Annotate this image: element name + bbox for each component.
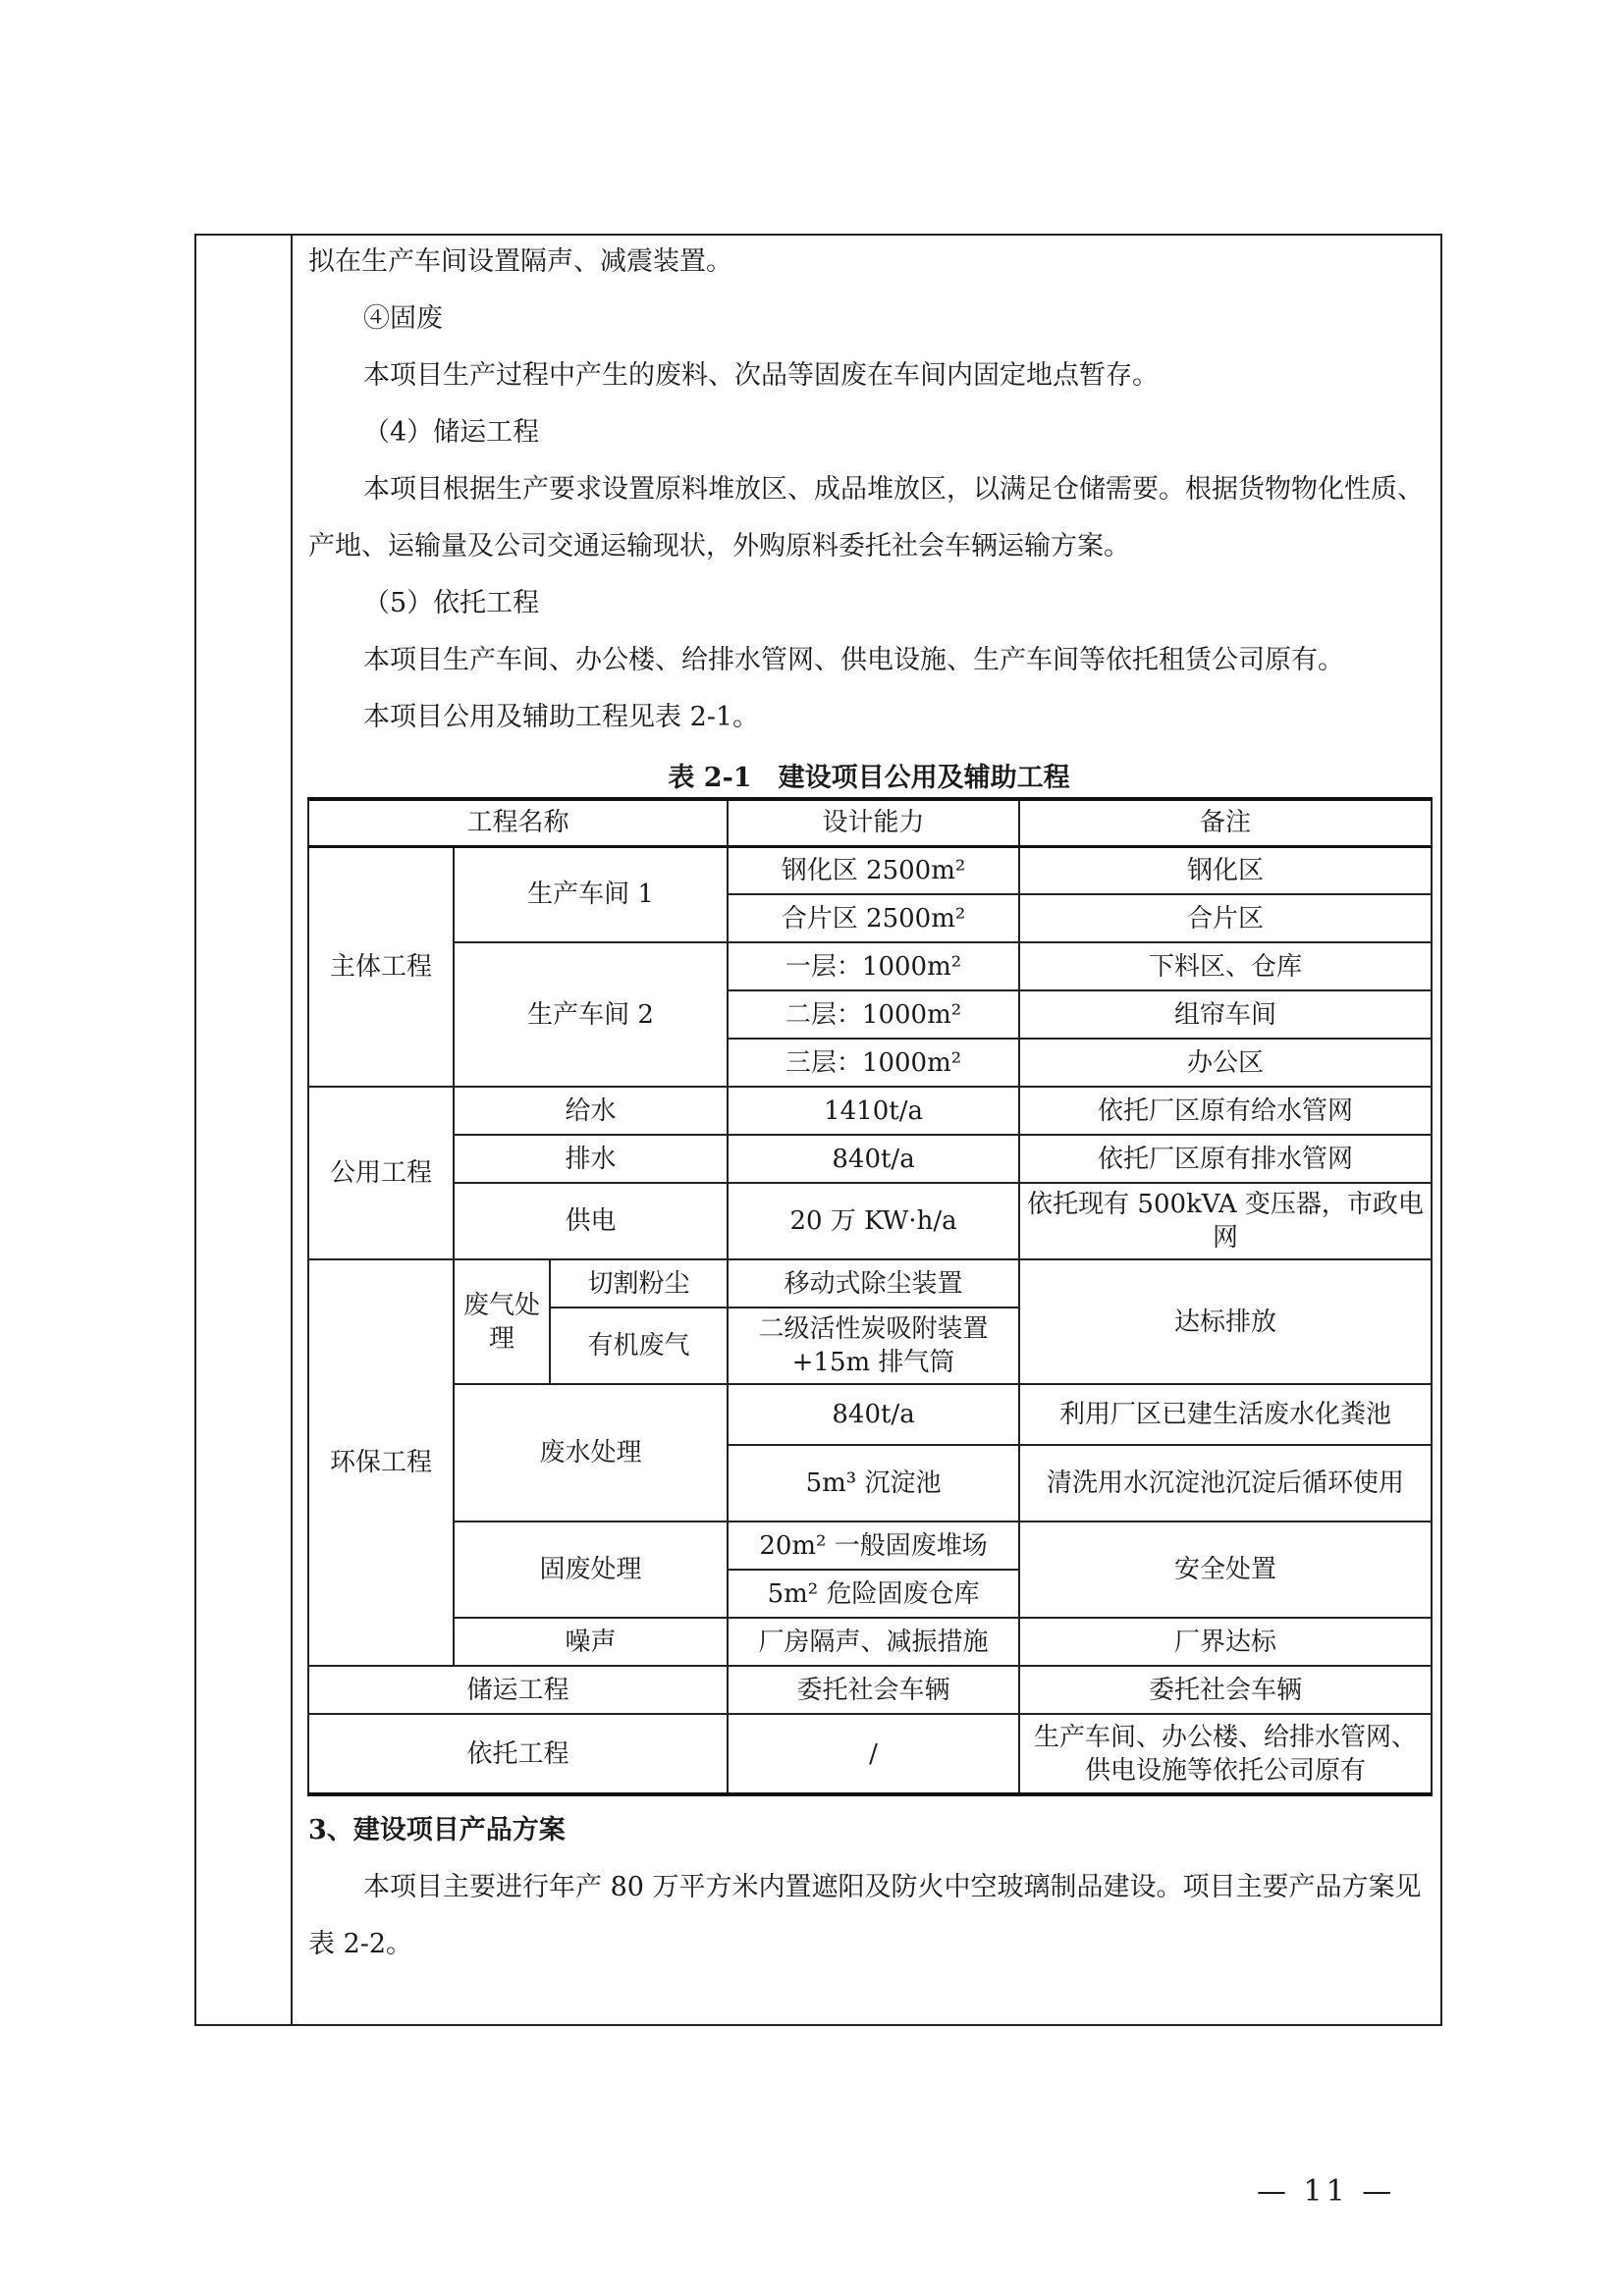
table-cell: 5m³ 沉淀池 bbox=[728, 1445, 1019, 1522]
table-cell: 排水 bbox=[454, 1135, 728, 1183]
group-cell: 公用工程 bbox=[308, 1087, 454, 1259]
paragraph: 本项目生产过程中产生的废料、次品等固废在车间内固定地点暂存。 bbox=[363, 360, 1159, 391]
table-cell: 切割粉尘 bbox=[550, 1259, 728, 1308]
table-cell: 840t/a bbox=[728, 1135, 1019, 1183]
table-cell: 组帘车间 bbox=[1019, 990, 1432, 1039]
table-cell: 一层：1000m² bbox=[728, 942, 1019, 990]
table-cell: 依托工程 bbox=[308, 1714, 728, 1794]
column-divider bbox=[291, 234, 293, 2026]
subheading-solid-waste: ④固废 bbox=[363, 303, 443, 334]
engineering-table bbox=[307, 797, 1433, 1796]
table-row bbox=[308, 942, 1432, 990]
table-cell: 钢化区 bbox=[1019, 846, 1432, 894]
table-row bbox=[308, 1714, 1432, 1794]
table-caption: 表 2-1 建设项目公用及辅助工程 bbox=[668, 763, 1070, 793]
table-row bbox=[308, 1135, 1432, 1183]
lower-text bbox=[308, 1802, 1430, 1973]
upper-text bbox=[308, 234, 1430, 746]
table-cell: 20 万 KW·h/a bbox=[728, 1183, 1019, 1259]
table-cell: 给水 bbox=[454, 1087, 728, 1135]
paragraph: 本项目主要进行年产 80 万平方米内置遮阳及防火中空玻璃制品建设。项目主要产品方案见表 2-2。 bbox=[308, 1872, 1422, 1959]
subheading-reliance: （5）依托工程 bbox=[363, 588, 540, 618]
table-cell: 840t/a bbox=[728, 1384, 1019, 1445]
paragraph: 本项目生产车间、办公楼、给排水管网、供电设施、生产车间等依托租赁公司原有。 bbox=[363, 645, 1344, 675]
table-header-row bbox=[308, 799, 1432, 846]
header-cell: 设计能力 bbox=[728, 799, 1019, 846]
table-row bbox=[308, 1183, 1432, 1259]
paragraph: 本项目公用及辅助工程见表 2-1。 bbox=[363, 702, 760, 732]
table-row bbox=[308, 1384, 1432, 1445]
table-cell: 下料区、仓库 bbox=[1019, 942, 1432, 990]
section-heading: 3、建设项目产品方案 bbox=[308, 1815, 566, 1845]
table-cell: 20m² 一般固废堆场 bbox=[728, 1522, 1019, 1570]
header-cell: 备注 bbox=[1019, 799, 1432, 846]
table-row bbox=[308, 1522, 1432, 1570]
sub-cell: 固废处理 bbox=[454, 1522, 728, 1618]
page-number: — 11 — bbox=[1257, 2174, 1396, 2209]
table-cell: 依托厂区原有给水管网 bbox=[1019, 1087, 1432, 1135]
table-cell: 依托厂区原有排水管网 bbox=[1019, 1135, 1432, 1183]
sub-cell: 废水处理 bbox=[454, 1384, 728, 1522]
table-cell: 委托社会车辆 bbox=[1019, 1666, 1432, 1714]
table-cell: 储运工程 bbox=[308, 1666, 728, 1714]
table-cell: 噪声 bbox=[454, 1618, 728, 1666]
table-cell: / bbox=[728, 1714, 1019, 1794]
table-cell: 达标排放 bbox=[1019, 1259, 1432, 1384]
header-cell: 工程名称 bbox=[308, 799, 728, 846]
table-cell: 二层：1000m² bbox=[728, 990, 1019, 1039]
table-cell: 利用厂区已建生活废水化粪池 bbox=[1019, 1384, 1432, 1445]
table-cell: 有机废气 bbox=[550, 1308, 728, 1384]
table-cell: 委托社会车辆 bbox=[728, 1666, 1019, 1714]
table-cell: 办公区 bbox=[1019, 1039, 1432, 1087]
table-cell: 5m² 危险固废仓库 bbox=[728, 1570, 1019, 1618]
group-cell: 主体工程 bbox=[308, 846, 454, 1087]
table-cell: 合片区 2500m² bbox=[728, 894, 1019, 942]
table-cell: 清洗用水沉淀池沉淀后循环使用 bbox=[1019, 1445, 1432, 1522]
table-cell: 1410t/a bbox=[728, 1087, 1019, 1135]
sub-cell: 生产车间 1 bbox=[454, 846, 728, 942]
table-cell: 依托现有 500kVA 变压器，市政电网 bbox=[1019, 1183, 1432, 1259]
group-cell: 环保工程 bbox=[308, 1259, 454, 1666]
table-cell: 二级活性炭吸附装置+15m 排气筒 bbox=[728, 1308, 1019, 1384]
table-cell: 厂界达标 bbox=[1019, 1618, 1432, 1666]
sub-cell: 废气处理 bbox=[454, 1259, 550, 1384]
table-row bbox=[308, 1259, 1432, 1308]
table-cell: 安全处置 bbox=[1019, 1522, 1432, 1618]
paragraph: 拟在生产车间设置隔声、减震装置。 bbox=[308, 246, 732, 277]
sub-cell: 生产车间 2 bbox=[454, 942, 728, 1087]
table-cell: 移动式除尘装置 bbox=[728, 1259, 1019, 1308]
subheading-storage: （4）储运工程 bbox=[363, 417, 540, 448]
table-cell: 合片区 bbox=[1019, 894, 1432, 942]
table-cell: 三层：1000m² bbox=[728, 1039, 1019, 1087]
table-row bbox=[308, 846, 1432, 894]
table-cell: 供电 bbox=[454, 1183, 728, 1259]
table-row bbox=[308, 1087, 1432, 1135]
table-cell: 钢化区 2500m² bbox=[728, 846, 1019, 894]
table-cell: 厂房隔声、减振措施 bbox=[728, 1618, 1019, 1666]
table-row bbox=[308, 1666, 1432, 1714]
table-row bbox=[308, 1618, 1432, 1666]
table-cell: 生产车间、办公楼、给排水管网、供电设施等依托公司原有 bbox=[1019, 1714, 1432, 1794]
paragraph: 本项目根据生产要求设置原料堆放区、成品堆放区，以满足仓储需要。根据货物物化性质、产地、运输量及公司交通运输现状，外购原料委托社会车辆运输方案。 bbox=[308, 474, 1424, 561]
